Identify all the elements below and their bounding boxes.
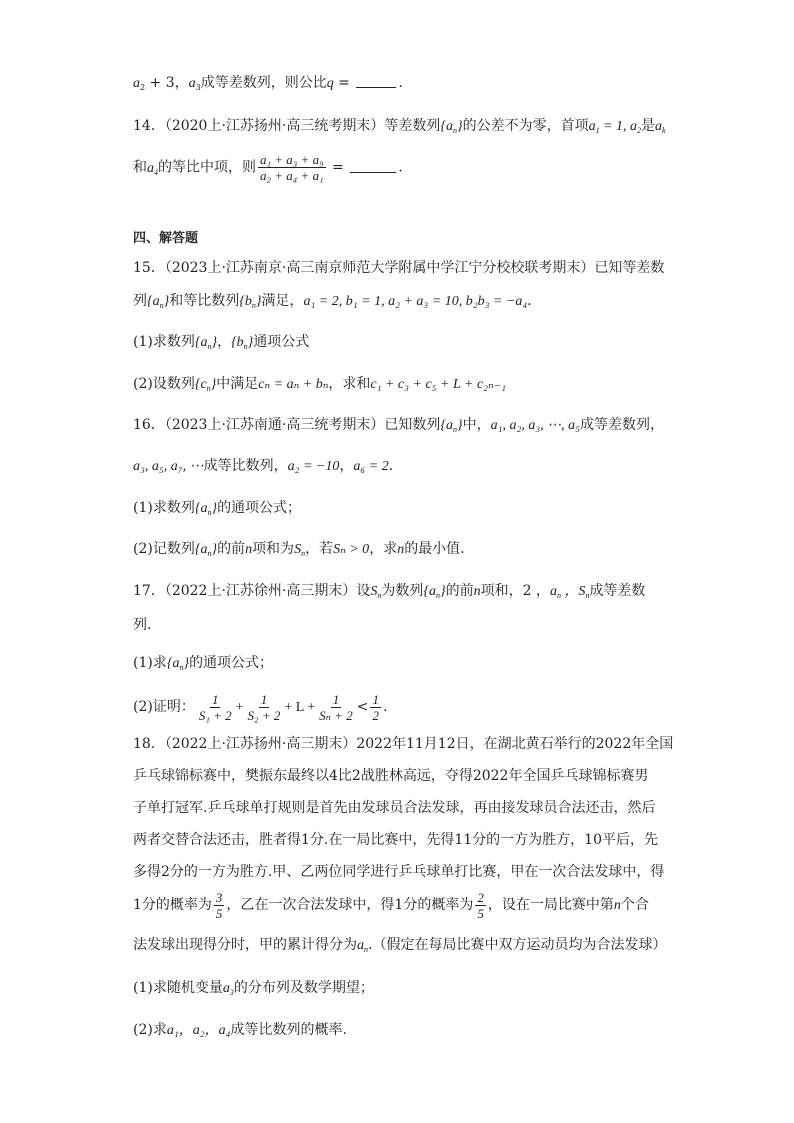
fraction-denominator: 5: [477, 905, 484, 921]
seq-an: $\{a_n\}$: [166, 656, 190, 672]
ellipsis-plus: + L +: [284, 700, 316, 715]
part-text: (2)证明：: [133, 699, 195, 715]
part-text: 的通项公式；: [189, 655, 274, 671]
q18-text: .（假定在每局比赛中双方运动员均为合法发球）: [368, 937, 667, 953]
q14-text: 的等比中项，则: [158, 159, 256, 176]
q18-line-7: [133, 934, 666, 957]
period: ．: [388, 458, 403, 474]
answer-blank[interactable]: [350, 160, 396, 173]
part-text: 的最小值.: [404, 541, 465, 557]
part-text: 项和为: [252, 541, 295, 557]
q14-text: 等差数列: [384, 118, 441, 134]
q17-part-2: (2)证明： $\frac{1}{\text{S₁ + 2}}$ + $\frac{1}{\text{S₂ + 2}}$ + L + $\frac{1}{\text{Sₙ + 2}}$ < $\frac{1}{2}$ .: [133, 691, 388, 723]
plus-three: + 3: [145, 75, 175, 91]
seq-bn: $\{b_n\}$: [231, 335, 254, 351]
q14-line-2: [133, 152, 403, 183]
q18-line-3: 子单打冠军.乒乓球单打规则是首先由发球员合法发球，再由接发球员合法还击，然后: [133, 800, 656, 816]
sub: 3: [195, 83, 201, 92]
part-text: (2)求: [133, 1022, 167, 1038]
question-number: 14．: [133, 118, 165, 134]
part-text: (1)求数列: [133, 334, 195, 350]
less-than: <: [356, 699, 369, 715]
q16-line-2: [133, 455, 403, 478]
seq-an: $\{a_n\}$: [194, 542, 218, 558]
answer-blank[interactable]: [356, 75, 396, 88]
q18-part-2: [133, 1019, 347, 1042]
q16-text: 中，: [462, 417, 491, 433]
q17-line-2: 列.: [133, 617, 152, 633]
q18-text: ，乙在一次合法发球中，得1分的概率为: [226, 897, 474, 913]
q15-part-2: [133, 373, 506, 396]
q18-text: 1分的概率为: [133, 897, 212, 913]
q18-text: 个合: [620, 897, 649, 913]
fraction-denominator: 2: [372, 707, 379, 723]
var-an: $a_n$ ，$S_n$: [549, 584, 590, 600]
q15-text: 满足，: [261, 293, 304, 309]
period: .: [398, 75, 403, 91]
sum-expression: c₁ + c₃ + c₅ + L + c₂ₙ₋₁: [370, 377, 506, 392]
seq-an: $\{a_n\}$: [194, 501, 218, 517]
condition: a₆ = 2: [353, 459, 389, 474]
var-q: q: [326, 76, 334, 91]
q14-fraction: [258, 152, 326, 183]
q15-text: 和等比数列: [169, 293, 240, 309]
q16-text: 成等比数列，: [203, 458, 288, 474]
q17-text: 成等差数: [589, 583, 646, 599]
q18-part-1: [133, 977, 374, 1000]
seq-expression: 2 ，: [522, 583, 550, 599]
var-n: n: [473, 584, 481, 599]
q14-text: 和: [133, 159, 147, 176]
q18-line-6: [133, 888, 649, 923]
q18-line-5: 多得2分的一方为胜方.甲、乙两位同学进行乒乓球单打比赛，甲在一次合法发球中，得: [133, 864, 665, 880]
var-a2: a: [133, 76, 140, 91]
fraction-2: [246, 692, 283, 723]
q18-text: 法发球出现得分时，甲的累计得分为: [133, 937, 357, 953]
question-number: 16．: [133, 417, 165, 433]
q15-line-1: [133, 257, 664, 279]
part-text: (2)设数列: [133, 376, 195, 392]
q18-line-1: [133, 733, 673, 755]
fraction-numerator: 1: [211, 691, 219, 707]
period: .: [382, 699, 388, 715]
q13-text: 成等差数列，则公比: [200, 75, 327, 91]
part-text: (1)求数列: [133, 500, 195, 516]
seq-an: $\{a_n\}$: [440, 418, 463, 434]
cn-expression: cₙ = aₙ + bₙ: [258, 377, 329, 392]
var-a3: $a_3$: [222, 981, 234, 997]
fraction-3-5: [214, 890, 225, 921]
q17-text: 为数列: [381, 583, 424, 599]
q18-text: （2022上·江苏扬州·高三期末）2022年11月12日，在湖北黄石举行的2022年全国: [164, 736, 674, 752]
q18-line-2: 乒乓球锦标赛中，樊振东最终以4比2战胜林高远，夺得2022年全国乒乓球锦标赛男: [133, 768, 649, 784]
fraction-denominator: a₂ + a₄ + a₁: [260, 168, 324, 183]
var-n: n: [613, 898, 621, 913]
equals: =: [333, 75, 355, 91]
sep: ，: [217, 334, 232, 350]
question-number: 18．: [133, 736, 165, 752]
part-text: ，求: [369, 541, 398, 557]
part-text: (1)求: [133, 655, 167, 671]
equals: =: [327, 159, 349, 176]
sep: ，: [174, 75, 189, 91]
var-a3: a: [188, 76, 196, 91]
question-number: 15．: [133, 260, 165, 276]
fraction-denominator: 5: [215, 905, 223, 921]
q14-text: 的公差不为零，首项: [462, 118, 589, 134]
q17-text: 设: [356, 583, 371, 599]
part-text: ，若: [305, 541, 334, 557]
q17-text: 项和，: [480, 583, 523, 599]
sub: 2: [140, 83, 146, 92]
fraction-denominator: S₂ + 2: [247, 707, 281, 723]
fraction-1: [197, 692, 234, 723]
fraction-denominator: Sₙ + 2: [319, 707, 353, 723]
sep: ，: [339, 458, 354, 474]
part-text: (1)求随机变量: [133, 980, 223, 996]
var-ak: $a_k$: [655, 119, 666, 135]
q15-part-1: [133, 331, 309, 354]
seq-expression: a₁，a₂，a₄: [166, 1023, 231, 1038]
period: ．: [527, 293, 542, 309]
var-n: n: [397, 542, 405, 557]
q14-line-1: [133, 115, 666, 138]
cond-a1: $a_1 = 1$, $a_2$: [588, 119, 642, 135]
fraction-3: [317, 692, 355, 723]
q16-part-2: [133, 538, 465, 561]
var-sn: $S_n$: [294, 542, 306, 558]
q17-part-1: [133, 652, 273, 675]
q16-text: 成等差数列，: [580, 417, 665, 433]
part-text: 中满足: [216, 376, 259, 392]
fraction-numerator: 1: [332, 691, 340, 707]
part-text: 的通项公式；: [217, 500, 302, 516]
fraction-numerator: a₁ + a₃ + a₉: [260, 152, 324, 167]
seq-expression: a₃, a₅, a₇, ⋯: [133, 459, 204, 474]
q18-text: ，设在一局比赛中第: [487, 897, 614, 913]
question-source: （2023上·江苏南通·高三统考期末）: [164, 417, 385, 433]
q16-text: 已知数列: [384, 417, 441, 433]
var-sn: $S_n$: [370, 584, 382, 600]
q15-conditions: a₁ = 2, b₁ = 1, a₂ + a₃ = 10, b₂b₃ = −a₄: [303, 294, 528, 309]
fraction-2-5: [475, 890, 486, 921]
seq-expression: a₁, a₂, a₃, ⋯, a₅: [490, 418, 581, 433]
seq-an: $\{a_n\}$: [423, 584, 446, 600]
seq-an: $\{a_n\}$: [440, 119, 463, 135]
fraction-denominator: S₁ + 2: [198, 707, 232, 723]
part-text: 成等比数列的概率.: [230, 1022, 347, 1038]
condition: Sₙ > 0: [333, 542, 370, 557]
var-a4: $a_4$: [147, 160, 158, 177]
question-source: （2020上·江苏扬州·高三统考期末）: [164, 118, 385, 134]
question-number: 17．: [133, 583, 165, 599]
var-an: $a_n$: [357, 938, 368, 954]
part-text: ，求和: [328, 376, 371, 392]
section-heading: 四、解答题: [133, 231, 199, 246]
part-text: (2)记数列: [133, 541, 195, 557]
fraction-numerator: 2: [477, 889, 484, 905]
var-n: n: [245, 542, 253, 557]
fraction-numerator: 1: [260, 691, 268, 707]
q15-text: 已知等差数: [594, 260, 665, 276]
fraction-numerator: 3: [215, 889, 223, 905]
seq-bn: $\{b_n\}$: [239, 294, 262, 310]
q16-part-1: [133, 497, 301, 520]
seq-cn: $\{c_n\}$: [194, 377, 217, 393]
q17-line-1: [133, 580, 645, 603]
part-text: 通项公式: [253, 334, 310, 350]
fraction-numerator: 1: [372, 691, 379, 707]
seq-an: $\{a_n\}$: [147, 294, 170, 310]
seq-an: $\{a_n\}$: [194, 335, 218, 351]
fraction-rhs: [370, 692, 381, 723]
q15-text: 列: [133, 293, 147, 309]
question-source: （2023上·江苏南京·高三南京师范大学附属中学江宁分校校联考期末）: [164, 260, 595, 276]
q18-line-4: 两者交替合法还击，胜者得1分.在一局比赛中，先得11分的一方为胜方，10平后，先: [133, 832, 658, 848]
question-source: （2022上·江苏徐州·高三期末）: [164, 583, 357, 599]
condition: a₂ = −10: [287, 459, 340, 474]
q16-line-1: [133, 414, 664, 437]
q14-text: 是: [641, 118, 656, 134]
part-text: 的分布列及数学期望；: [233, 980, 374, 996]
q17-text: 的前: [445, 583, 474, 599]
part-text: 的前: [217, 541, 246, 557]
q13-tail-line: [133, 72, 403, 95]
q15-line-2: [133, 290, 541, 313]
period: .: [398, 159, 403, 176]
